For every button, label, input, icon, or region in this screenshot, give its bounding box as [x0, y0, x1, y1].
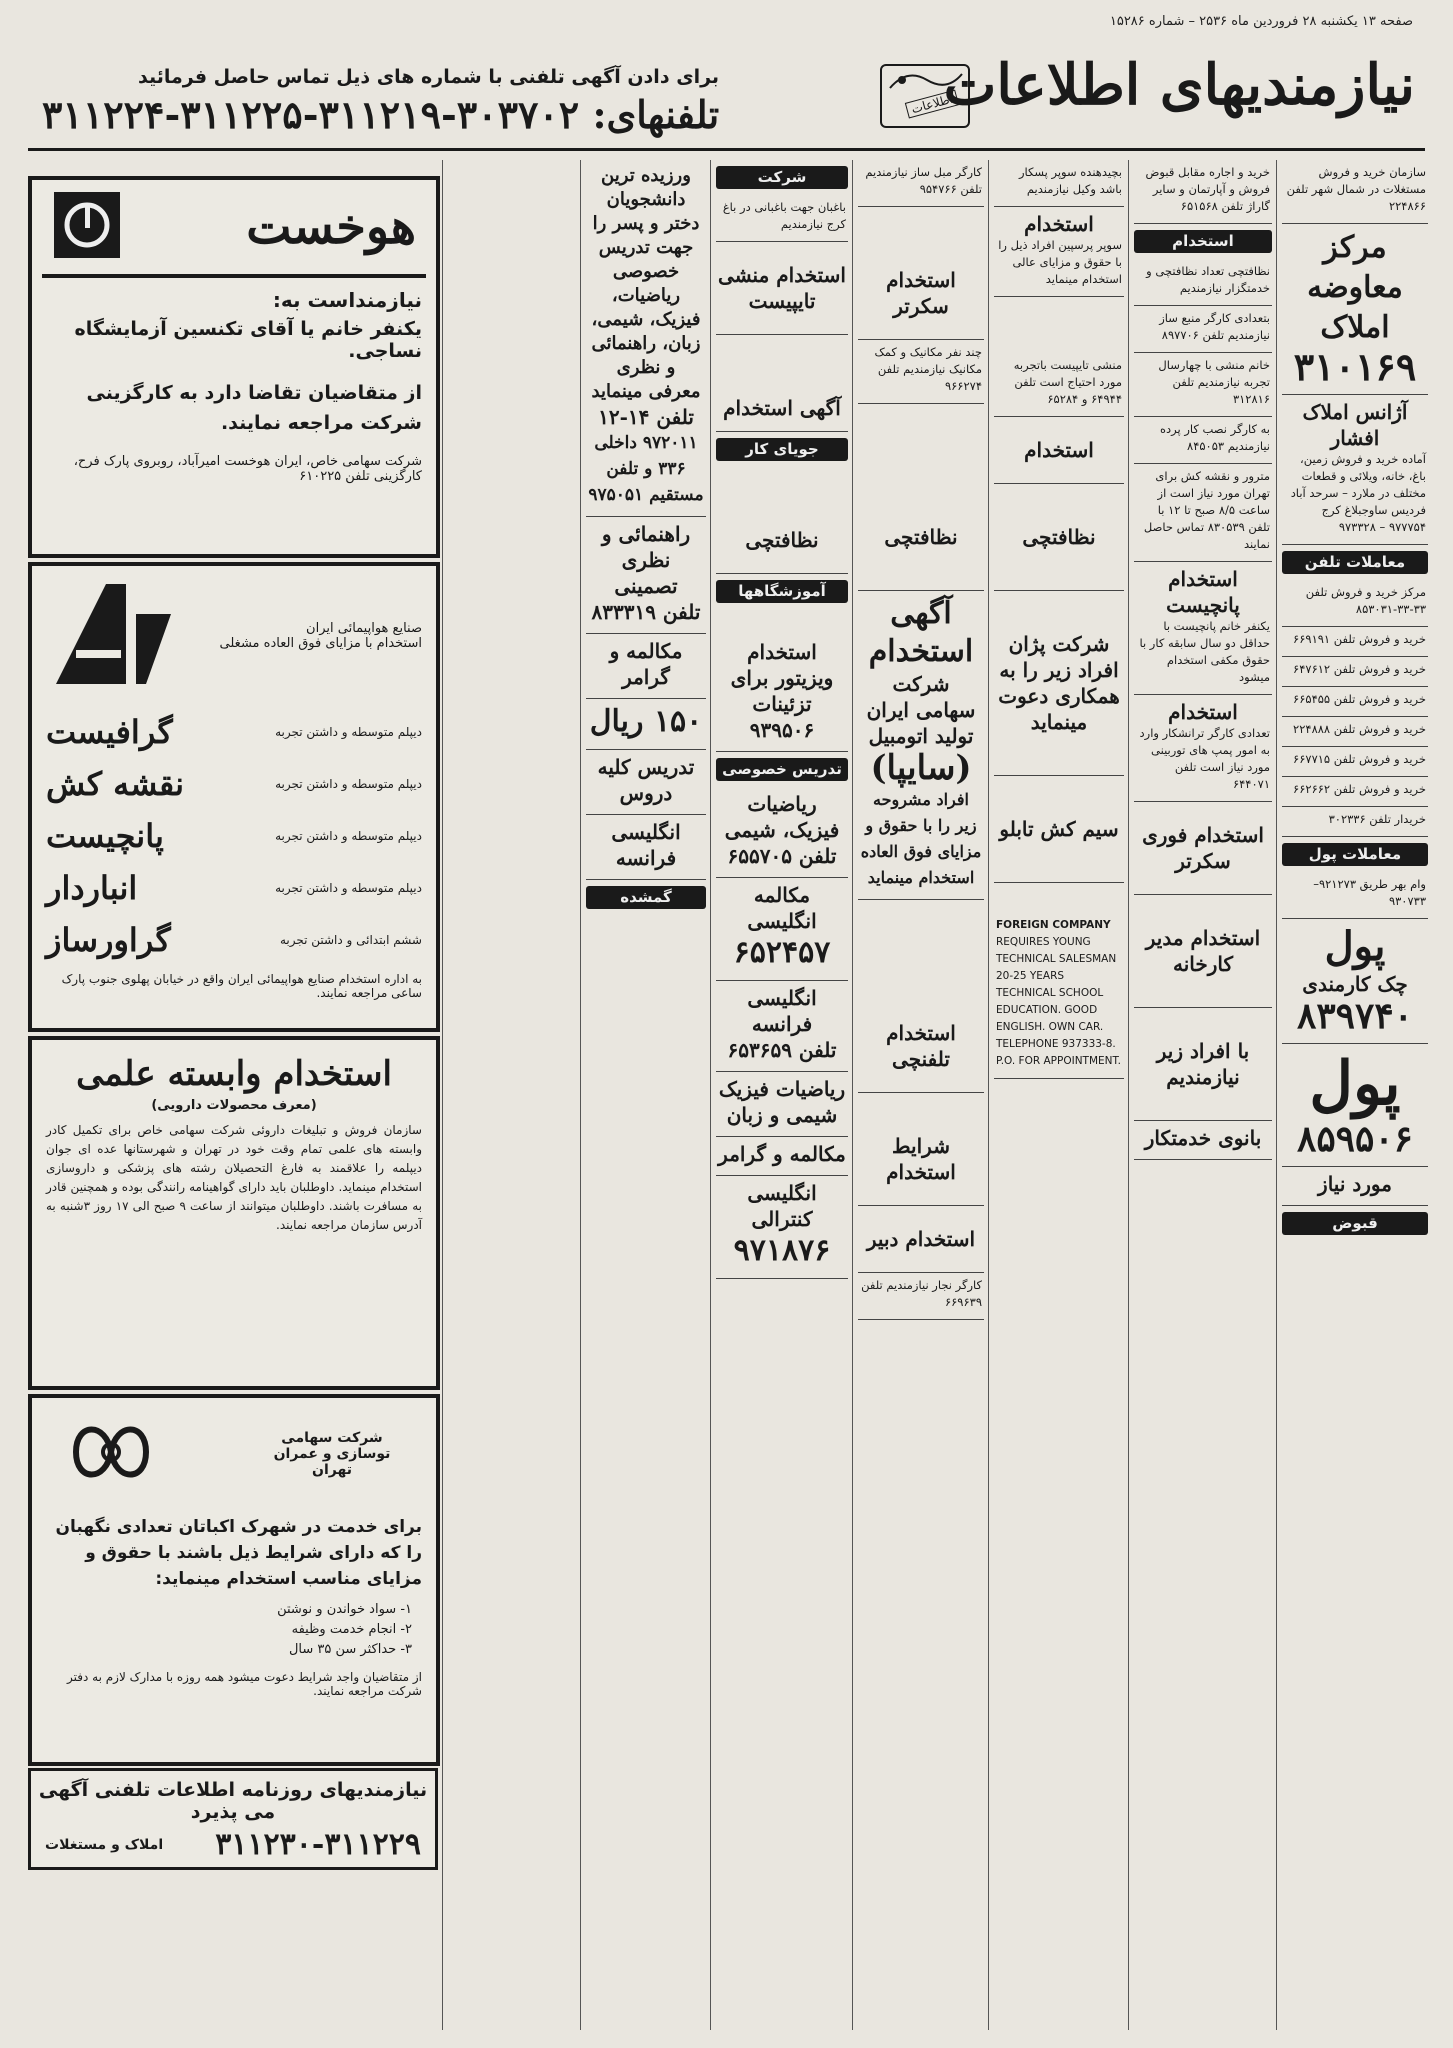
agency2-title: آژانس املاک افشار	[1302, 400, 1408, 450]
omran-item: ۳- حداکثر سن ۳۵ سال	[288, 1642, 412, 1657]
guidance-phone: تلفن ۸۳۳۳۱۹	[591, 600, 701, 624]
teacher-ad: استخدام دبیر	[858, 1206, 984, 1273]
scientific-title: استخدام وابسته علمی	[76, 1054, 392, 1094]
rial-ad: ۱۵۰ ریال	[586, 699, 706, 750]
ekbatan-ad	[28, 1394, 440, 1766]
visitor-title: ویزیتور برای تزئینات	[730, 666, 834, 716]
money-title: پول	[1324, 923, 1386, 970]
aviation-job-req: دیپلم متوسطه و داشتن تجربه	[275, 777, 422, 791]
pezhan-ad: شرکت پژان افراد زیر را به همکاری دعوت مینماید	[994, 591, 1124, 776]
classified-title: نیازمندیهای روزنامه اطلاعات تلفنی آگهی می پذیرد	[38, 1779, 428, 1823]
phone-ad: خرید و فروش تلفن ۶۶۷۷۱۵	[1282, 747, 1428, 777]
aviation-head	[202, 621, 422, 651]
money-sub: چک کارمندی	[1302, 972, 1408, 996]
secretary-ad: استخدام منشی تایپیست	[716, 242, 848, 335]
job-ad: نظافتچی تعداد نظافتچی و خدمتگزار نیازمندیم	[1134, 259, 1272, 306]
french-ad	[716, 981, 848, 1072]
column-real-estate	[1282, 160, 1428, 2020]
french-title: انگلیسی فرانسه	[747, 986, 817, 1036]
guidance-title: راهنمائی و نظری تصمینی	[601, 522, 691, 598]
omran-item: ۲- انجام خدمت وظیفه	[291, 1622, 412, 1637]
column-3	[994, 160, 1124, 2020]
section-money-deals: معاملات پول	[1282, 843, 1428, 866]
people-ad: با افراد زیر نیازمندیم	[1134, 1008, 1272, 1121]
money2-phone: ۸۵۹۵۰۶	[1296, 1118, 1413, 1160]
employ2-text: تعدادی کارگر ترانشکار وارد به امور پمپ های توربینی مورد نیاز است تلفن ۶۴۴۰۷۱	[1139, 726, 1270, 791]
typist-ad: منشی تایپیست باتجربه مورد احتیاج است تلفن ۶۴۹۴۴ و ۶۵۲۸۴	[994, 297, 1124, 417]
column-rule	[1276, 160, 1277, 2030]
employ2-title: استخدام	[1168, 700, 1238, 724]
scientific-employment-ad	[28, 1036, 440, 1390]
aviation-footer: به اداره استخدام صنایع هواپیمائی ایران واقع در خیابان پهلوی جنوب پارک ساعی مراجعه نمایند.	[61, 972, 422, 1000]
saipa-company: شرکت سهامی ایران تولید اتومبیل	[866, 672, 976, 748]
phone-ad: خرید و فروش تلفن ۶۶۵۴۵۵	[1282, 687, 1428, 717]
aviation-intro: استخدام با مزایای فوق العاده مشغلی	[219, 636, 422, 651]
punch-title: استخدام پانچیست	[1166, 567, 1240, 617]
employ-title: استخدام	[1024, 212, 1094, 236]
cleaner-ad: نظافتچی	[858, 404, 984, 591]
hoechst-title: هوخست	[246, 199, 416, 255]
tutor-agency-ad	[586, 160, 706, 517]
gardener-ad: باغبان جهت باغبانی در باغ کرج نیازمندیم	[716, 195, 848, 242]
money-ad	[1282, 919, 1428, 1044]
omran-requirements	[32, 1596, 436, 1664]
omran-footer: از متقاضیان واجد شرایط دعوت میشود همه روزه با مدارک لازم به دفتر شرکت مراجعه نمایند.	[67, 1670, 422, 1698]
aviation-job-role: نقشه کش	[46, 765, 184, 803]
phone-ad: خریدار تلفن ۳۰۲۳۳۶	[1282, 807, 1428, 837]
servant-ad: بانوی خدمتکار	[1134, 1121, 1272, 1160]
hoechst-needs: نیازمنداست به:	[272, 288, 422, 312]
tutor-agency-phones: ۹۷۲۰۱۱ داخلی ۳۳۶ و تلفن مستقیم ۹۷۵۰۵۱	[588, 433, 704, 505]
saipa-name: (سایپا)	[870, 748, 972, 788]
classified-subtitle: املاک و مستغلات	[45, 1836, 164, 1853]
saipa-ad	[858, 591, 984, 900]
carpenter-ad: کارگر نجار نیازمندیم تلفن ۶۶۹۶۳۹	[858, 1273, 984, 1320]
employ-ad	[994, 207, 1124, 297]
phone-ad: خرید و فروش تلفن ۶۴۷۶۱۲	[1282, 657, 1428, 687]
fast-secretary-ad: استخدام فوری سکرتر	[1134, 802, 1272, 895]
agency-phone: ۳۱۰۱۶۹	[1293, 344, 1417, 389]
grammar-ad: مکالمه و گرامر	[716, 1137, 848, 1176]
hoechst-logo-icon	[52, 190, 122, 264]
employ-text: سوپر پرسپین افراد ذیل را با حقوق و مزایای عالی استخدام مینماید	[998, 238, 1122, 286]
sign-ad: سیم کش تابلو	[994, 776, 1124, 883]
hoechst-ad	[28, 176, 440, 558]
masthead-phones: تلفنهای: ۳۰۳۷۰۲-۳۱۱۲۱۹-۳۱۱۲۲۵-۳۱۱۲۲۴	[42, 92, 720, 137]
aviation-job-req: دیپلم متوسطه و داشتن تجربه	[275, 829, 422, 843]
need-ad: مورد نیاز	[1282, 1167, 1428, 1206]
section-employment: استخدام	[1134, 230, 1272, 253]
saipa-notice: آگهی استخدام	[868, 596, 974, 669]
classified-phones-ad	[28, 1768, 438, 1870]
punch-text: یکنفر خانم پانچیست با حداقل دو سال سابقه کار با حقوق مکفی استخدام میشود	[1139, 619, 1270, 684]
notice-ad: آگهی استخدام	[716, 335, 848, 432]
column-rule	[580, 160, 581, 2030]
section-company: شرکت	[716, 166, 848, 189]
aviation-job-req: دیپلم متوسطه و داشتن تجربه	[275, 725, 422, 739]
omran-company: شرکت سهامی توسازی و عمران تهران	[273, 1430, 391, 1478]
omran-title: برای خدمت در شهرک اکباتان تعدادی نگهبان را که دارای شرایط ذیل باشند با حقوق و مزایای مناسب استخدام مینماید:	[55, 1517, 422, 1589]
conditions-ad: شرایط استخدام	[858, 1093, 984, 1206]
manager-ad: استخدام مدیر کارخانه	[1134, 895, 1272, 1008]
aviation-job-role: گراورساز	[46, 921, 171, 959]
masthead-subtitle: برای دادن آگهی تلفنی با شماره های ذیل تماس حاصل فرمائید	[138, 66, 720, 88]
section-phone-deals: معاملات تلفن	[1282, 551, 1428, 574]
agency2-text: آماده خرید و فروش زمین، باغ، خانه، ویلائی و قطعات مختلف در ملارد – سرحد آباد فردیس ساوجبلاغ کرج ۹۷۷۷۵۴ – ۹۷۳۳۲۸	[1290, 452, 1426, 534]
visitor-phone: ۹۳۹۵۰۶	[749, 718, 815, 742]
aviation-logo-icon	[46, 574, 176, 698]
classified-phones: ۳۱۱۲۳۰-۳۱۱۲۲۹	[215, 1827, 421, 1862]
hoechst-address: شرکت سهامی خاص، ایران هوخست امیرآباد، روبروی پارک فرح، کارگزینی تلفن ۶۱۰۲۲۵	[73, 454, 422, 484]
secretary-ad: استخدام سکرتر	[858, 207, 984, 340]
job-ad: خانم منشی با چهارسال تجربه نیازمندیم تلفن ۳۱۲۸۱۶	[1134, 353, 1272, 417]
employ-ad-2: استخدام	[994, 417, 1124, 484]
masthead-logo-stamp: اطلاعات	[905, 90, 960, 119]
french-ad: انگلیسی فرانسه	[586, 815, 706, 880]
money-phone: ۸۳۹۷۴۰	[1296, 995, 1413, 1037]
masthead-title: نیازمندیهای اطلاعات	[943, 52, 1415, 118]
ad-item: خرید و اجاره مقابل قبوض فروش و آپارتمان و سایر گاراژ تلفن ۶۵۱۵۶۸	[1134, 160, 1272, 224]
ad-intro: سازمان خرید و فروش مستغلات در شمال شهر تلفن ۲۲۴۸۶۶	[1282, 160, 1428, 224]
section-private-tutoring: تدریس خصوصی	[716, 758, 848, 781]
money2-ad	[1282, 1044, 1428, 1167]
tutor-agency-title: ورزیده ترین دانشجویان دختر و پسر را جهت تدریس خصوصی ریاضیات، فیزیک، شیمی، زبان، راهنمائی و نظری معرفی مینماید	[591, 165, 701, 402]
column-5	[716, 160, 848, 2020]
ad-item: کارگر مبل ساز نیازمندیم تلفن ۹۵۴۷۶۶	[858, 160, 984, 207]
section-job-seekers: جویای کار	[716, 438, 848, 461]
phone-ad: خرید و فروش تلفن ۶۶۲۶۶۲	[1282, 777, 1428, 807]
tutor-agency-hours: تلفن ۱۴-۱۲	[598, 405, 694, 429]
job-ad: مترور و نقشه کش برای تهران مورد نیاز است از ساعت ۸/۵ صبح تا ۱۲ با تلفن ۸۳۰۵۳۹ تماس حاصل نمایند	[1134, 464, 1272, 562]
column-4	[858, 160, 984, 2020]
english-title: مکالمه انگلیسی	[747, 883, 817, 933]
phone-ad: مرکز خرید و فروش تلفن ۳۳-۳۳-۸۵۳۰۳۱	[1282, 580, 1428, 627]
omran-item: ۱- سواد خواندن و نوشتن	[277, 1602, 412, 1617]
money2-title: پول	[1309, 1049, 1401, 1119]
english-phone: ۶۵۲۴۵۷	[733, 935, 831, 970]
aviation-job-req: دیپلم متوسطه و داشتن تجربه	[275, 881, 422, 895]
visitor-employ: استخدام	[747, 640, 817, 664]
ad-agency	[1282, 224, 1428, 395]
job-ad: به کارگر نصب کار پرده نیازمندیم ۸۴۵۰۵۳	[1134, 417, 1272, 464]
french-phone: تلفن ۶۵۳۶۵۹	[727, 1038, 837, 1062]
scientific-text: سازمان فروش و تبلیغات داروئی شرکت سهامی خاص برای تکمیل کادر وابسته های علمی تمام وقت خود در تهران و شهرستانها عده ای جوان دیپلمه را علاقمند به فارغ التحصیلان رشته های پزشکی و داروسازی استخدام مینماید. داوطلبان باید دارای گواهینامه رانندگی بوده و همچنین قادر به مسافرت باشند. داوطلبان میتوانند از ساعت ۹ صبح الی ۱۷ روز ۳شنبه به آدرس سازمان مراجعه نمایند.	[46, 1123, 422, 1232]
masthead-logo-icon	[880, 64, 970, 128]
math2-ad: ریاضیات فیزیک شیمی و زبان	[716, 1072, 848, 1137]
aviation-ad	[28, 562, 440, 1032]
english-ad	[716, 878, 848, 981]
page-topline: صفحه ۱۳ یکشنبه ۲۸ فروردین ماه ۲۵۳۶ – شماره ۱۵۲۸۶	[1109, 14, 1413, 29]
masthead	[28, 48, 1425, 151]
telephone-operator-ad: استخدام تلفنچی	[858, 900, 984, 1093]
scientific-subtitle: (معرف محصولات دارویی)	[151, 1098, 317, 1113]
math-phone: تلفن ۶۵۵۷۰۵	[727, 844, 837, 868]
aviation-job-role: پانچیست	[46, 817, 164, 855]
hoechst-apply: از متقاضیان تقاضا دارد به کارگزینی شرکت مراجعه نمایند.	[86, 382, 422, 434]
column-rule	[442, 160, 443, 2030]
foreign-company-ad	[994, 913, 1124, 1079]
column-rule	[710, 160, 711, 2030]
math-title: ریاضیات فیزیک، شیمی	[724, 792, 840, 842]
section-schools: آموزشگاهها	[716, 580, 848, 603]
column-rule	[852, 160, 853, 2030]
visitor-ad	[716, 609, 848, 752]
agency-title: مرکز معاوضه املاک	[1307, 230, 1403, 345]
ad-agency2	[1282, 395, 1428, 545]
english2-title: انگلیسی کنترالی	[747, 1181, 817, 1231]
aviation-name: صنایع هواپیمائی ایران	[306, 621, 422, 636]
foreign-text: REQUIRES YOUNG TECHNICAL SALESMAN 20-25 YEARS TECHNICAL SCHOOL EDUCATION. GOOD ENGLISH. OWN CAR. TELEPHONE 937333-8. P.O. FOR APPOINTMENT.	[996, 936, 1122, 1067]
aviation-job-role: انباردار	[46, 869, 138, 907]
cleaner-ad: نظافتچی	[716, 467, 848, 574]
guidance-ad	[586, 517, 706, 634]
column-rule	[988, 160, 989, 2030]
job-ad: بتعدادی کارگر منبع ساز نیازمندیم تلفن ۸۹۷۷۰۶	[1134, 306, 1272, 353]
cleaner-ad: نظافتچی	[994, 484, 1124, 591]
mech-ad: چند نفر مکانیک و کمک مکانیک نیازمندیم تلفن ۹۶۶۲۷۴	[858, 340, 984, 404]
section-receipts: قبوض	[1282, 1212, 1428, 1235]
ad-item: بچیدهنده سوپر پسکار باشد وکیل نیازمندیم	[994, 160, 1124, 207]
aviation-job-role: گرافیست	[46, 713, 173, 751]
section-lost: گمشده	[586, 886, 706, 909]
loan-ad: وام بهر طریق ۹۲۱۲۷۳–۹۳۰۷۳۳	[1282, 872, 1428, 919]
punch-ad	[1134, 562, 1272, 695]
foreign-title: FOREIGN COMPANY	[996, 919, 1111, 931]
phone-ad: خرید و فروش تلفن ۶۶۹۱۹۱	[1282, 627, 1428, 657]
column-6	[586, 160, 706, 2020]
phone-ad: خرید و فروش تلفن ۲۲۴۸۸۸	[1282, 717, 1428, 747]
saipa-text: افراد مشروحه زیر را با حقوق و مزایای فوق العاده استخدام مینماید	[860, 790, 982, 887]
knot-logo-icon	[56, 1412, 166, 1496]
employ2-ad	[1134, 695, 1272, 802]
grammar-ad: مکالمه و گرامر	[586, 634, 706, 699]
hoechst-role: یکنفر خانم یا آقای تکنسین آزمایشگاه نساجی.	[74, 318, 422, 362]
english2-phone: ۹۷۱۸۷۶	[733, 1233, 831, 1268]
aviation-job-req: ششم ابتدائی و داشتن تجربه	[279, 933, 422, 947]
math-ad	[716, 787, 848, 878]
column-rule	[1128, 160, 1129, 2030]
english2-ad	[716, 1176, 848, 1279]
column-employment	[1134, 160, 1272, 2020]
teaching-ad: تدریس کلیه دروس	[586, 750, 706, 815]
